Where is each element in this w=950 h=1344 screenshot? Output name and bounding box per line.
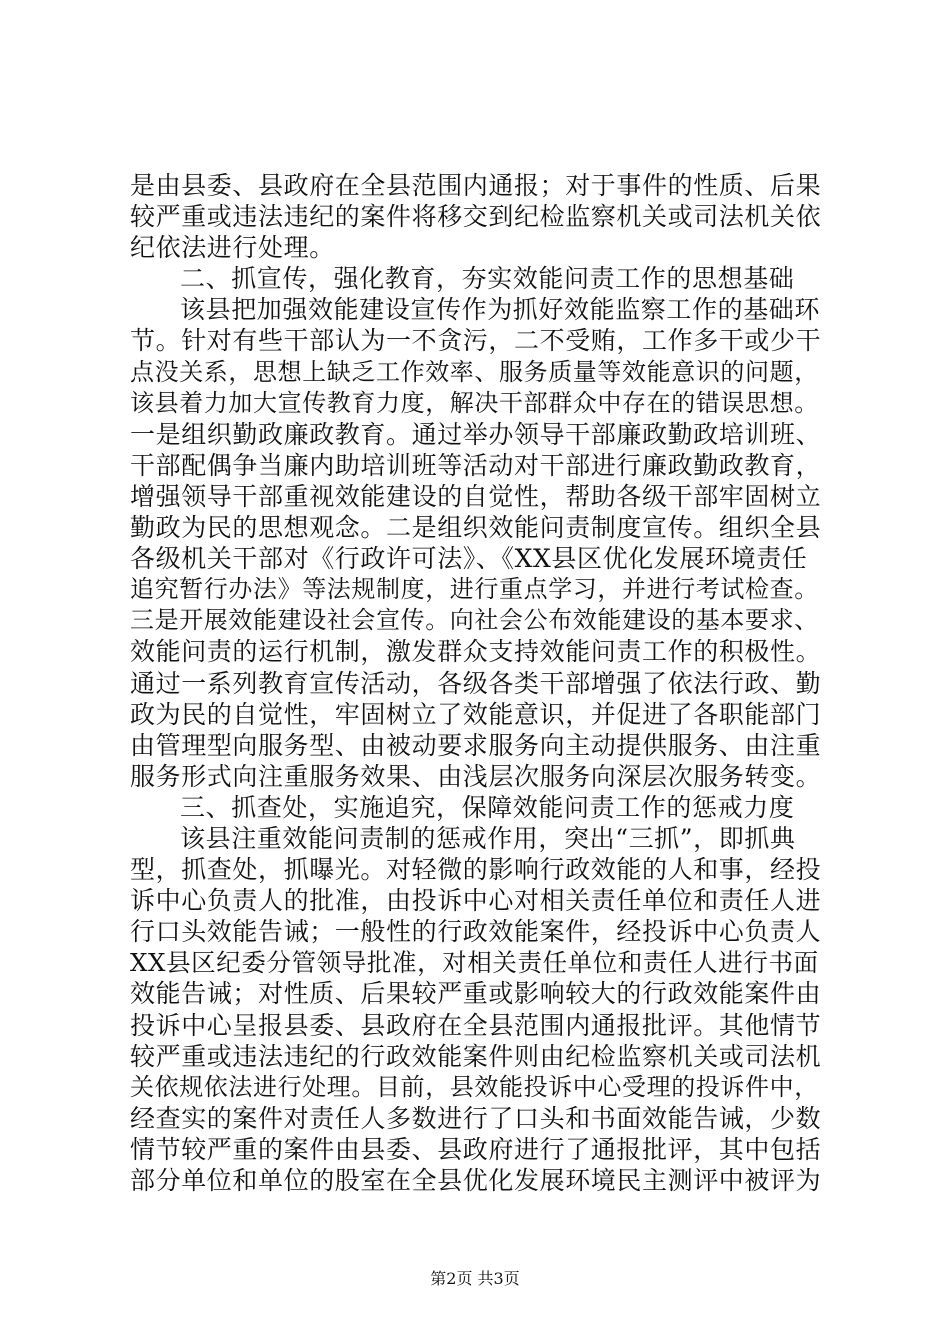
page-footer: 第2页 共3页	[430, 1269, 520, 1288]
text-line: 三是开展效能建设社会宣传。向社会公布效能建设的基本要求、	[130, 606, 819, 635]
text-line: 部分单位和单位的股室在全县优化发展环境民主测评中被评为	[130, 1166, 822, 1195]
paragraph-start-line: 该县注重效能问责制的惩戒作用，突出“三抓”，即抓典	[180, 823, 796, 853]
text-line: 干部配偶争当廉内助培训班等活动对干部进行廉政勤政教育，	[130, 450, 822, 480]
text-line: 各级机关干部对《行政许可法》、《XX县区优化发展环境责任	[130, 544, 808, 574]
text-line: 较严重或违法违纪的行政效能案件则由纪检监察机关或司法机	[130, 1041, 822, 1071]
text-line: 政为民的自觉性，牢固树立了效能意识，并促进了各职能部门	[130, 699, 822, 729]
text-line: 点没关系，思想上缺乏工作效率、服务质量等效能意识的问题，	[130, 357, 819, 386]
paragraph-start-line: 三、抓查处，实施追究，保障效能问责工作的惩戒力度	[180, 792, 795, 822]
text-line: 型，抓查处，抓曝光。对轻微的影响行政效能的人和事，经投	[130, 855, 822, 885]
paragraph-start-line: 该县把加强效能建设宣传作为抓好效能监察工作的基础环	[180, 295, 821, 325]
text-line: 经查实的案件对责任人多数进行了口头和书面效能告诫，少数	[130, 1103, 822, 1133]
text-line: XX县区纪委分管领导批准，对相关责任单位和责任人进行书面	[130, 948, 819, 978]
text-line: 行口头效能告诫；一般性的行政效能案件，经投诉中心负责人	[130, 917, 822, 947]
text-line: 由管理型向服务型、由被动要求服务向主动提供服务、由注重	[130, 730, 822, 760]
text-line: 勤政为民的思想观念。二是组织效能问责制度宣传。组织全县	[130, 513, 822, 543]
text-line: 纪依法进行处理。	[130, 233, 335, 263]
text-line: 情节较严重的案件由县委、县政府进行了通报批评，其中包括	[130, 1134, 822, 1164]
text-line: 诉中心负责人的批准，由投诉中心对相关责任单位和责任人进	[130, 886, 822, 916]
text-line: 增强领导干部重视效能建设的自觉性，帮助各级干部牢固树立	[130, 481, 822, 511]
text-line: 一是组织勤政廉政教育。通过举办领导干部廉政勤政培训班、	[130, 419, 822, 449]
document-body	[130, 170, 830, 1196]
text-line: 追究暂行办法》等法规制度，进行重点学习，并进行考试检查。	[130, 575, 819, 604]
text-line: 较严重或违法违纪的案件将移交到纪检监察机关或司法机关依	[130, 202, 822, 232]
text-line: 节。针对有些干部认为一不贪污，二不受贿，工作多干或少干	[130, 326, 822, 356]
text-line: 通过一系列教育宣传活动，各级各类干部增强了依法行政、勤	[130, 668, 822, 698]
paragraph-start-line: 二、抓宣传，强化教育，夯实效能问责工作的思想基础	[180, 264, 795, 294]
text-line: 关依规依法进行处理。目前，县效能投诉中心受理的投诉件中，	[130, 1072, 819, 1101]
text-line: 效能问责的运行机制，激发群众支持效能问责工作的积极性。	[130, 637, 822, 667]
text-line: 是由县委、县政府在全县范围内通报；对于事件的性质、后果	[130, 171, 822, 200]
text-line: 效能告诫；对性质、后果较严重或影响较大的行政效能案件由	[130, 979, 822, 1009]
text-line: 服务形式向注重服务效果、由浅层次服务向深层次服务转变。	[130, 761, 822, 791]
text-line: 该县着力加大宣传教育力度，解决干部群众中存在的错误思想。	[130, 388, 819, 417]
text-line: 投诉中心呈报县委、县政府在全县范围内通报批评。其他情节	[130, 1010, 822, 1040]
